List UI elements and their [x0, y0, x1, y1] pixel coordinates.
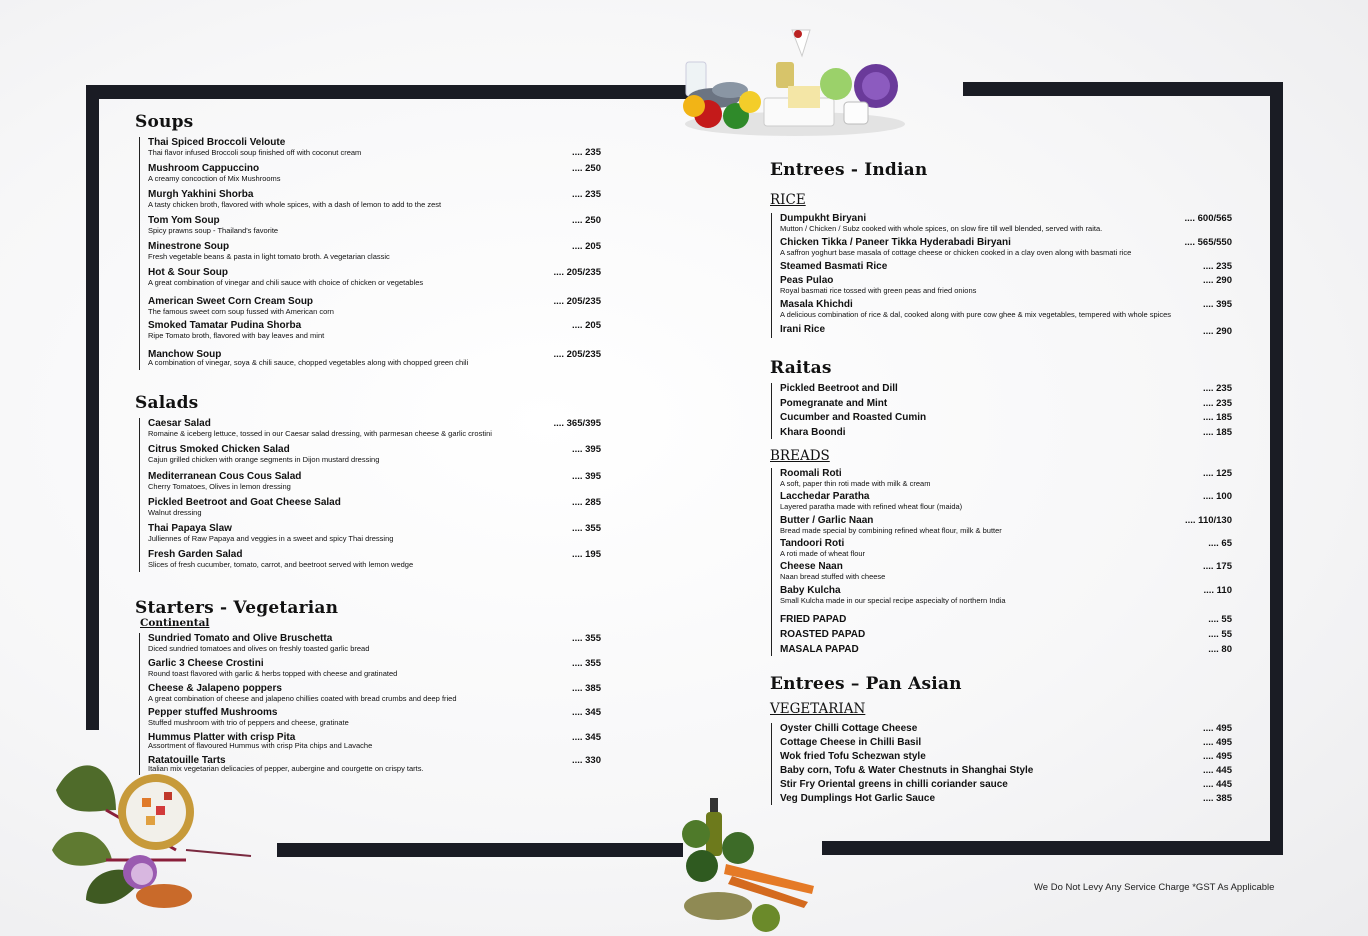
salads-heading: Salads — [135, 393, 199, 413]
item-name: Baby corn, Tofu & Water Chestnuts in Shanghai Style — [780, 765, 1034, 776]
item-name: Baby Kulcha — [780, 585, 841, 596]
item-price: .... 125 — [1202, 468, 1232, 479]
entrees-pan-asian-heading: Entrees – Pan Asian — [770, 674, 962, 694]
item-name: Roomali Roti — [780, 468, 842, 479]
menu-item — [148, 189, 601, 209]
item-name: Manchow Soup — [148, 349, 222, 360]
item-name: Minestrone Soup — [148, 241, 230, 252]
item-name: Tom Yom Soup — [148, 215, 220, 226]
item-price: .... 205/235 — [553, 349, 601, 360]
item-name: Pomegranate and Mint — [780, 398, 888, 409]
item-name: Butter / Garlic Naan — [780, 515, 874, 526]
item-name: Hot & Sour Soup — [148, 267, 228, 278]
item-price: .... 185 — [1202, 412, 1232, 423]
item-description: Italian mix vegetarian delicacies of pepper, aubergine and courgette on crispy tarts. — [148, 764, 424, 773]
item-price: .... 365/395 — [553, 418, 601, 429]
item-price: .... 205/235 — [553, 267, 601, 278]
item-description: A soft, paper thin roti made with milk & cream — [780, 479, 931, 488]
item-name: Smoked Tamatar Pudina Shorba — [148, 320, 302, 331]
item-name: Cucumber and Roasted Cumin — [780, 412, 927, 423]
item-name: Sundried Tomato and Olive Bruschetta — [148, 633, 333, 644]
starters-list — [139, 633, 601, 775]
menu-item — [780, 765, 1232, 776]
menu-item — [780, 468, 1232, 488]
item-description: Ripe Tomato broth, flavored with bay leaves and mint — [148, 331, 325, 340]
item-price: .... 205/235 — [553, 296, 601, 307]
menu-item — [780, 561, 1232, 581]
item-price: .... 355 — [571, 658, 601, 669]
item-description: Round toast flavored with garlic & herbs topped with cheese and gratinated — [148, 669, 398, 678]
menu-item — [148, 497, 601, 517]
menu-item — [780, 275, 1232, 295]
item-description: A creamy concoction of Mix Mushrooms — [148, 174, 281, 183]
item-price: .... 110 — [1203, 585, 1232, 596]
item-description: Cherry Tomatoes, Olives in lemon dressing — [148, 482, 291, 491]
menu-item — [148, 658, 601, 678]
item-name: Dumpukht Biryani — [780, 213, 867, 224]
item-name: Mushroom Cappuccino — [148, 163, 260, 174]
menu-item — [148, 732, 601, 750]
item-name: Thai Papaya Slaw — [148, 523, 232, 534]
item-price: .... 600/565 — [1184, 213, 1232, 224]
breads-list — [771, 468, 1232, 656]
item-name: Peas Pulao — [780, 275, 834, 286]
item-name: Cottage Cheese in Chilli Basil — [780, 737, 922, 748]
menu-item — [148, 349, 601, 367]
frame-right-side-bar — [1270, 82, 1283, 855]
item-price: .... 235 — [571, 147, 601, 158]
item-price: .... 445 — [1202, 765, 1232, 776]
item-name: Stir Fry Oriental greens in chilli coriander sauce — [780, 779, 1008, 790]
menu-item — [780, 398, 1232, 409]
item-description: Bread made special by combining refined wheat flour, milk & butter — [780, 526, 1002, 535]
item-description: The famous sweet corn soup fussed with American corn — [148, 307, 334, 316]
frame-right-bottom-bar — [822, 841, 1283, 855]
item-name: Veg Dumplings Hot Garlic Sauce — [780, 793, 936, 804]
entrees-indian-heading: Entrees - Indian — [770, 160, 928, 180]
menu-item — [148, 163, 601, 183]
item-name: Fresh Garden Salad — [148, 549, 243, 560]
item-name: Masala Khichdi — [780, 299, 853, 310]
item-name: Pickled Beetroot and Dill — [780, 383, 898, 394]
item-name: Tandoori Roti — [780, 538, 845, 549]
item-price: .... 395 — [571, 444, 601, 455]
item-name: MASALA PAPAD — [780, 644, 859, 655]
item-price: .... 205 — [571, 320, 601, 331]
item-price: .... 65 — [1208, 538, 1232, 549]
item-price: .... 385 — [1202, 793, 1232, 804]
item-price: .... 290 — [1202, 275, 1232, 286]
item-name: Oyster Chilli Cottage Cheese — [780, 723, 918, 734]
item-description: A delicious combination of rice & dal, cooked along with pure cow ghee & mix vegetables, tempered with whole spices — [780, 310, 1172, 319]
menu-item — [148, 137, 601, 157]
menu-item — [148, 523, 601, 543]
item-description: Thai flavor infused Broccoli soup finished off with coconut cream — [148, 148, 362, 157]
item-name: American Sweet Corn Cream Soup — [148, 296, 314, 307]
item-name: Garlic 3 Cheese Crostini — [148, 658, 264, 669]
vegetarian-subheading: VEGETARIAN — [770, 701, 866, 717]
item-name: Steamed Basmati Rice — [780, 261, 888, 272]
item-description: Small Kulcha made in our special recipe aspecialty of northern India — [780, 596, 1006, 605]
menu-item — [780, 261, 1232, 272]
menu-item — [780, 723, 1232, 734]
menu-item — [780, 299, 1232, 319]
item-price: .... 395 — [571, 471, 601, 482]
menu-item — [148, 707, 601, 727]
item-name: Chicken Tikka / Paneer Tikka Hyderabadi Biryani — [780, 237, 1011, 248]
item-description: Julliennes of Raw Papaya and veggies in a sweet and spicy Thai dressing — [148, 534, 394, 543]
breads-subheading: BREADS — [770, 448, 830, 464]
item-price: .... 495 — [1202, 737, 1232, 748]
item-name: Caesar Salad — [148, 418, 211, 429]
soups-list — [139, 137, 601, 370]
item-description: Stuffed mushroom with trio of peppers and cheese, gratinate — [148, 718, 349, 727]
item-price: .... 285 — [571, 497, 601, 508]
menu-item — [148, 683, 601, 703]
item-price: .... 495 — [1202, 723, 1232, 734]
vegetables-olive-oil-image — [682, 794, 822, 934]
item-price: .... 110/130 — [1184, 515, 1232, 526]
pan-asian-list — [771, 723, 1232, 805]
item-name: Thai Spiced Broccoli Veloute — [148, 137, 286, 148]
menu-item — [780, 491, 1232, 511]
item-price: .... 80 — [1208, 644, 1232, 655]
item-price: .... 55 — [1208, 614, 1232, 625]
starters-heading: Starters - Vegetarian — [135, 598, 339, 618]
food-ingredients-image — [680, 28, 910, 140]
menu-item — [148, 241, 601, 261]
item-price: .... 100 — [1202, 491, 1232, 502]
item-price: .... 235 — [1202, 261, 1232, 272]
menu-item — [148, 633, 601, 653]
item-name: Citrus Smoked Chicken Salad — [148, 444, 290, 455]
raitas-heading: Raitas — [770, 358, 832, 378]
item-description: Spicy prawns soup - Thailand's favorite — [148, 226, 279, 235]
salads-list — [139, 418, 601, 572]
item-description: A tasty chicken broth, flavored with whole spices, with a dash of lemon to add to the zest — [148, 200, 442, 209]
menu-item — [780, 237, 1232, 257]
item-price: .... 235 — [1202, 398, 1232, 409]
item-name: Ratatouille Tarts — [148, 755, 226, 766]
item-name: Irani Rice — [780, 324, 826, 335]
item-description: A saffron yoghurt base masala of cottage cheese or chicken cooked in a clay oven along with basmati rice — [780, 248, 1132, 257]
item-price: .... 345 — [571, 707, 601, 718]
item-price: .... 235 — [571, 189, 601, 200]
item-price: .... 290 — [1202, 326, 1232, 337]
item-name: Cheese & Jalapeno poppers — [148, 683, 282, 694]
item-price: .... 185 — [1202, 427, 1232, 438]
menu-item — [780, 412, 1232, 423]
item-name: Lacchedar Paratha — [780, 491, 870, 502]
raitas-list — [771, 383, 1232, 439]
item-description: Walnut dressing — [148, 508, 202, 517]
item-price: .... 330 — [571, 755, 601, 766]
menu-item — [780, 793, 1232, 804]
item-price: .... 445 — [1202, 779, 1232, 790]
item-description: A great combination of vinegar and chili sauce with choice of chicken or vegetables — [148, 278, 424, 287]
item-name: Khara Boondi — [780, 427, 846, 438]
frame-left-top-bar — [86, 85, 700, 99]
item-description: Diced sundried tomatoes and olives on freshly toasted garlic bread — [148, 644, 370, 653]
menu-item — [148, 755, 601, 773]
item-price: .... 205 — [571, 241, 601, 252]
item-name: Pickled Beetroot and Goat Cheese Salad — [148, 497, 341, 508]
menu-item — [780, 383, 1232, 394]
item-description: Assortment of flavoured Hummus with crisp Pita chips and Lavache — [148, 741, 373, 750]
item-price: .... 355 — [571, 523, 601, 534]
item-description: Royal basmati rice tossed with green peas and fried onions — [780, 286, 977, 295]
rice-subheading: RICE — [770, 192, 806, 208]
menu-item — [780, 737, 1232, 748]
item-price: .... 250 — [571, 215, 601, 226]
item-price: .... 355 — [571, 633, 601, 644]
item-name: Hummus Platter with crisp Pita — [148, 732, 296, 743]
frame-left-side-bar — [86, 85, 99, 730]
item-price: .... 235 — [1202, 383, 1232, 394]
frame-left-bottom-bar — [277, 843, 683, 857]
service-charge-note: We Do Not Levy Any Service Charge *GST As Applicable — [1034, 882, 1275, 893]
item-price: .... 175 — [1202, 561, 1232, 572]
item-name: Mediterranean Cous Cous Salad — [148, 471, 302, 482]
item-name: Murgh Yakhini Shorba — [148, 189, 254, 200]
item-description: A great combination of cheese and jalapeno chillies coated with bread crumbs and deep fried — [148, 694, 457, 703]
soups-heading: Soups — [135, 112, 194, 132]
menu-item — [780, 629, 1232, 640]
item-price: .... 345 — [571, 732, 601, 743]
item-price: .... 250 — [571, 163, 601, 174]
menu-item — [148, 267, 601, 287]
item-description: Cajun grilled chicken with orange segments in Dijon mustard dressing — [148, 455, 380, 464]
item-name: Cheese Naan — [780, 561, 843, 572]
menu-item — [148, 471, 601, 491]
item-price: .... 55 — [1208, 629, 1232, 640]
item-name: ROASTED PAPAD — [780, 629, 866, 640]
menu-item — [148, 549, 601, 569]
menu-item — [148, 296, 601, 316]
frame-right-top-bar — [963, 82, 1283, 96]
menu-item — [780, 213, 1232, 233]
menu-item — [780, 751, 1232, 762]
menu-item — [148, 444, 601, 464]
item-description: Mutton / Chicken / Subz cooked with whole spices, on slow fire till well blended, served with raita. — [780, 224, 1103, 233]
item-name: Pepper stuffed Mushrooms — [148, 707, 278, 718]
menu-item — [780, 585, 1232, 605]
menu-item — [780, 427, 1232, 438]
menu-item — [780, 614, 1232, 625]
menu-item — [780, 515, 1232, 535]
item-description: Romaine & iceberg lettuce, tossed in our Caesar salad dressing, with parmesan cheese & garlic crostini — [148, 429, 492, 438]
menu-item — [780, 644, 1232, 655]
menu-item — [780, 324, 1232, 335]
item-description: Naan bread stuffed with cheese — [780, 572, 886, 581]
menu-item — [780, 779, 1232, 790]
menu-item — [148, 418, 601, 438]
item-description: A combination of vinegar, soya & chili sauce, chopped vegetables along with chopped green chili — [148, 358, 469, 367]
item-name: Wok fried Tofu Schezwan style — [780, 751, 926, 762]
menu-item — [780, 538, 1232, 558]
menu-item — [148, 320, 601, 340]
item-price: .... 195 — [571, 549, 601, 560]
item-description: Layered paratha made with refined wheat flour (maida) — [780, 502, 963, 511]
item-description: Slices of fresh cucumber, tomato, carrot, and beetroot served with lemon wedge — [148, 560, 414, 569]
menu-item — [148, 215, 601, 235]
item-description: A roti made of wheat flour — [780, 549, 866, 558]
item-price: .... 565/550 — [1184, 237, 1232, 248]
item-description: Fresh vegetable beans & pasta in light tomato broth. A vegetarian classic — [148, 252, 390, 261]
item-price: .... 395 — [1202, 299, 1232, 310]
item-price: .... 385 — [571, 683, 601, 694]
rice-list — [771, 213, 1232, 338]
item-price: .... 495 — [1202, 751, 1232, 762]
continental-subheading: Continental — [140, 617, 210, 629]
item-name: FRIED PAPAD — [780, 614, 847, 625]
